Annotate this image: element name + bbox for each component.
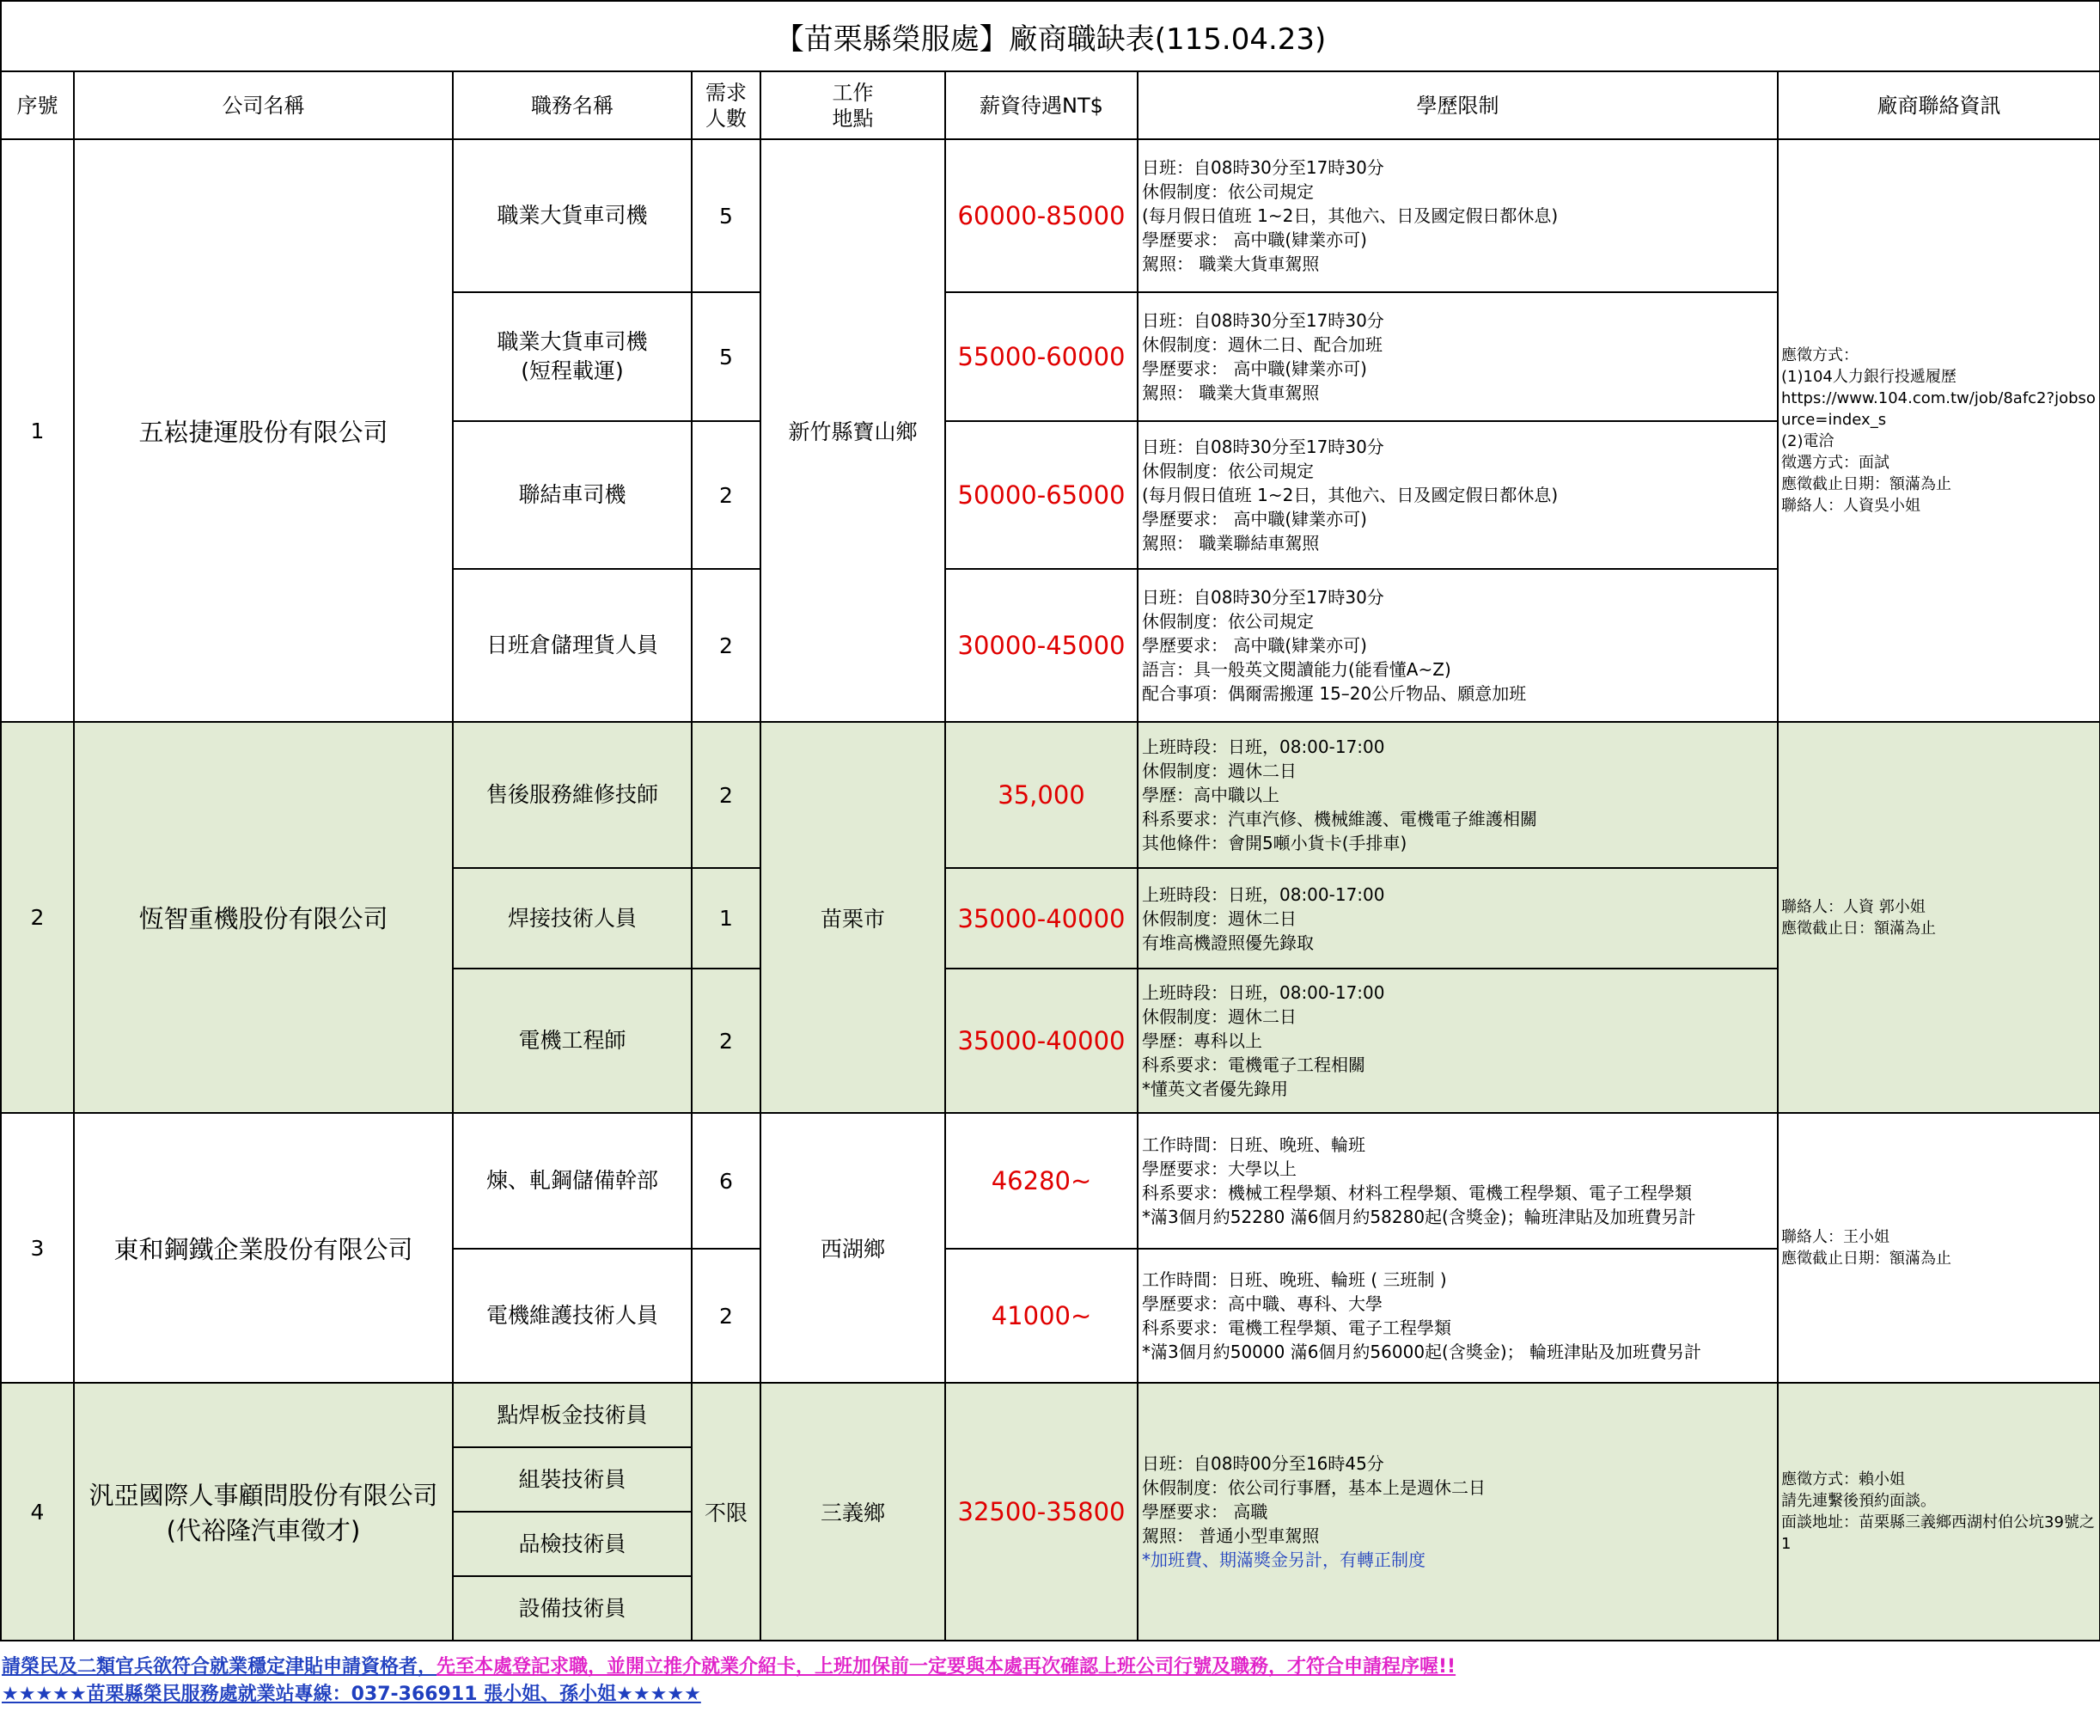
job-requirements — [1138, 868, 1778, 969]
job-requirements — [1138, 1383, 1778, 1641]
req-line: 上班時段：日班，08:00-17:00 — [1142, 883, 1385, 905]
contact-line: 聯絡人：王小姐 — [1781, 1228, 1889, 1246]
job-requirements — [1138, 569, 1778, 722]
req-line: *滿3個月約50000 滿6個月約56000起(含獎金)； 輪班津貼及加班費另計 — [1142, 1342, 1702, 1362]
req-line: 學歷：高中職以上 — [1142, 785, 1279, 805]
contact-line: 面談地址：苗栗縣三義鄉西湖村伯公坑39號之1 — [1781, 1513, 2095, 1553]
header-job: 職務名稱 — [453, 71, 692, 139]
work-location: 新竹縣寶山鄉 — [760, 139, 945, 722]
job-title-line2: (短程載運) — [521, 358, 624, 383]
company-contact — [1778, 139, 2100, 722]
contact-line: 請先連繫後預約面談。 — [1781, 1492, 1936, 1510]
contact-line: 聯絡人：人資吳小姐 — [1781, 497, 1920, 515]
table-header-row — [1, 71, 2100, 139]
footer-procedure-text: 先至本處登記求職，並開立推介就業介紹卡，上班加保前一定要與本處再次確認上班公司行號及職務，才符合申請程序喔!! — [436, 1656, 1456, 1678]
work-location: 三義鄉 — [760, 1383, 945, 1641]
company-name: 東和鋼鐵企業股份有限公司 — [74, 1113, 453, 1383]
job-requirements — [1138, 969, 1778, 1113]
req-line: 工作時間：日班、晚班、輪班 — [1142, 1134, 1365, 1155]
contact-line: 徵選方式：面試 — [1781, 454, 1889, 472]
work-location: 苗栗市 — [760, 722, 945, 1113]
req-line: 休假制度：依公司規定 — [1142, 611, 1314, 632]
job-salary: 35000-40000 — [945, 969, 1138, 1113]
job-title: 組裝技術員 — [453, 1447, 692, 1512]
req-line: 駕照： 職業聯結車駕照 — [1142, 533, 1320, 553]
req-line: 學歷要求： 高中職(肄業亦可) — [1142, 358, 1367, 379]
req-line: 學歷要求： 高職 — [1142, 1501, 1268, 1522]
company-contact — [1778, 1383, 2100, 1641]
table-row — [1, 1383, 2100, 1447]
company-contact — [1778, 722, 2100, 1113]
job-count: 2 — [692, 969, 760, 1113]
job-title: 聯結車司機 — [453, 421, 692, 569]
contact-line: (1)104人力銀行投遞履歷 — [1781, 368, 1957, 386]
job-title: 售後服務維修技師 — [453, 722, 692, 868]
req-line: 科系要求：機械工程學類、材料工程學類、電機工程學類、電子工程學類 — [1142, 1183, 1692, 1203]
company-contact — [1778, 1113, 2100, 1383]
req-line: 上班時段：日班，08:00-17:00 — [1142, 737, 1385, 757]
req-line: 學歷：專科以上 — [1142, 1030, 1262, 1051]
header-count-line1: 需求 — [705, 80, 747, 105]
req-line: 語言：具一般英文閱讀能力(能看懂A~Z) — [1142, 659, 1451, 680]
company-name-line1: 汎亞國際人事顧問股份有限公司 — [89, 1481, 438, 1510]
req-line: 休假制度：週休二日 — [1142, 908, 1297, 929]
job-count: 2 — [692, 421, 760, 569]
header-count-line2: 人數 — [705, 106, 747, 131]
req-line: 日班：自08時30分至17時30分 — [1142, 310, 1384, 331]
company-name-line2: (代裕隆汽車徵才) — [166, 1516, 361, 1545]
company-name: 恆智重機股份有限公司 — [74, 722, 453, 1113]
job-count: 不限 — [692, 1383, 760, 1641]
job-requirements — [1138, 1113, 1778, 1249]
contact-line: 聯絡人：人資 郭小姐 — [1781, 897, 1926, 916]
req-line: 休假制度：週休二日 — [1142, 761, 1297, 781]
company-no: 4 — [1, 1383, 74, 1641]
job-title: 職業大貨車司機 — [453, 139, 692, 292]
company-no: 2 — [1, 722, 74, 1113]
job-count: 6 — [692, 1113, 760, 1249]
job-count: 5 — [692, 292, 760, 421]
contact-line: (2)電洽 — [1781, 432, 1834, 450]
footer-line1 — [2, 1653, 1456, 1681]
job-title: 品檢技術員 — [453, 1512, 692, 1576]
company-no: 3 — [1, 1113, 74, 1383]
job-title — [453, 292, 692, 421]
job-salary: 35,000 — [945, 722, 1138, 868]
contact-line: https://www.104.com.tw/job/8afc2?jobsource=index_s — [1781, 389, 2096, 429]
req-line: 學歷要求：大學以上 — [1142, 1158, 1297, 1179]
job-count: 2 — [692, 722, 760, 868]
req-line: 駕照： 職業大貨車駕照 — [1142, 382, 1320, 403]
job-requirements — [1138, 292, 1778, 421]
job-requirements — [1138, 139, 1778, 292]
table-row — [1, 722, 2100, 868]
job-requirements — [1138, 1249, 1778, 1383]
req-line: 學歷要求： 高中職(肄業亦可) — [1142, 635, 1367, 656]
job-title: 電機工程師 — [453, 969, 692, 1113]
header-company: 公司名稱 — [74, 71, 453, 139]
job-title: 設備技術員 — [453, 1576, 692, 1641]
job-salary: 32500-35800 — [945, 1383, 1138, 1641]
req-line: 工作時間：日班、晚班、輪班 ( 三班制 ) — [1142, 1269, 1447, 1290]
header-education: 學歷限制 — [1138, 71, 1778, 139]
req-line: *懂英文者優先錄用 — [1142, 1079, 1288, 1099]
req-note: *加班費、期滿獎金另計，有轉正制度 — [1142, 1550, 1425, 1570]
req-line: 上班時段：日班，08:00-17:00 — [1142, 982, 1385, 1003]
req-line: 日班：自08時00分至16時45分 — [1142, 1453, 1384, 1474]
req-line: 其他條件：會開5噸小貨卡(手排車) — [1142, 833, 1407, 853]
contact-line: 應徵截止日：額滿為止 — [1781, 919, 1936, 938]
table-row — [1, 139, 2100, 292]
job-salary: 46280~ — [945, 1113, 1138, 1249]
req-line: 科系要求：電機工程學類、電子工程學類 — [1142, 1317, 1451, 1338]
job-count: 2 — [692, 1249, 760, 1383]
work-location: 西湖鄉 — [760, 1113, 945, 1383]
job-requirements — [1138, 421, 1778, 569]
req-line: 科系要求：汽車汽修、機械維護、電機電子維護相關 — [1142, 809, 1537, 829]
company-name — [74, 1383, 453, 1641]
req-line: *滿3個月約52280 滿6個月約58280起(含獎金)；輪班津貼及加班費另計 — [1142, 1207, 1696, 1227]
header-count — [692, 71, 760, 139]
footer-notice — [2, 1653, 1456, 1708]
header-contact: 廠商聯絡資訊 — [1778, 71, 2100, 139]
req-line: 駕照： 職業大貨車駕照 — [1142, 254, 1320, 274]
job-count: 1 — [692, 868, 760, 969]
contact-line: 應徵截止日期：額滿為止 — [1781, 475, 1951, 493]
header-no: 序號 — [1, 71, 74, 139]
req-line: 學歷要求： 高中職(肄業亦可) — [1142, 229, 1367, 250]
header-salary: 薪資待遇NT$ — [945, 71, 1138, 139]
job-title: 日班倉儲理貨人員 — [453, 569, 692, 722]
req-line: 休假制度：依公司規定 — [1142, 181, 1314, 202]
footer-hotline: ★★★★★苗栗縣榮民服務處就業站專線：037-366911 張小姐、孫小姐★★★★★ — [2, 1684, 701, 1705]
company-no: 1 — [1, 139, 74, 722]
req-line: 有堆高機證照優先錄取 — [1142, 932, 1314, 953]
job-title-line1: 職業大貨車司機 — [497, 329, 648, 355]
page-title: 【苗栗縣榮服處】廠商職缺表(115.04.23) — [1, 1, 2100, 71]
contact-line: 應徵方式：賴小姐 — [1781, 1470, 1905, 1488]
req-line: 日班：自08時30分至17時30分 — [1142, 587, 1384, 608]
req-line: 休假制度：週休二日、配合加班 — [1142, 334, 1383, 355]
job-salary: 60000-85000 — [945, 139, 1138, 292]
job-count: 5 — [692, 139, 760, 292]
req-line: 科系要求：電機電子工程相關 — [1142, 1054, 1365, 1075]
req-line: (每月假日值班 1~2日，其他六、日及國定假日都休息) — [1142, 205, 1559, 226]
job-salary: 55000-60000 — [945, 292, 1138, 421]
req-line: 學歷要求：高中職、專科、大學 — [1142, 1293, 1383, 1314]
job-title: 煉、軋鋼儲備幹部 — [453, 1113, 692, 1249]
header-location-line1: 工作 — [832, 80, 874, 105]
req-line: (每月假日值班 1~2日，其他六、日及國定假日都休息) — [1142, 485, 1559, 505]
header-location — [760, 71, 945, 139]
company-name: 五崧捷運股份有限公司 — [74, 139, 453, 722]
req-line: 休假制度：依公司行事曆，基本上是週休二日 — [1142, 1477, 1486, 1498]
job-salary: 50000-65000 — [945, 421, 1138, 569]
contact-line: 應徵方式： — [1781, 346, 1859, 364]
req-line: 配合事項：偶爾需搬運 15–20公斤物品、願意加班 — [1142, 683, 1527, 704]
job-salary: 30000-45000 — [945, 569, 1138, 722]
job-salary: 41000~ — [945, 1249, 1138, 1383]
job-count: 2 — [692, 569, 760, 722]
job-title: 點焊板金技術員 — [453, 1383, 692, 1447]
req-line: 日班：自08時30分至17時30分 — [1142, 437, 1384, 457]
contact-line: 應徵截止日期：額滿為止 — [1781, 1250, 1951, 1268]
req-line: 日班：自08時30分至17時30分 — [1142, 157, 1384, 178]
table-row — [1, 1113, 2100, 1249]
job-salary: 35000-40000 — [945, 868, 1138, 969]
req-line: 駕照： 普通小型車駕照 — [1142, 1525, 1320, 1546]
job-title: 焊接技術人員 — [453, 868, 692, 969]
job-requirements — [1138, 722, 1778, 868]
req-line: 休假制度：依公司規定 — [1142, 461, 1314, 481]
footer-eligibility-text: 請榮民及二類官兵欲符合就業穩定津貼申請資格者， — [2, 1656, 437, 1678]
req-line: 休假制度：週休二日 — [1142, 1006, 1297, 1027]
job-title: 電機維護技術人員 — [453, 1249, 692, 1383]
req-line: 學歷要求： 高中職(肄業亦可) — [1142, 509, 1367, 529]
header-location-line2: 地點 — [832, 106, 874, 131]
